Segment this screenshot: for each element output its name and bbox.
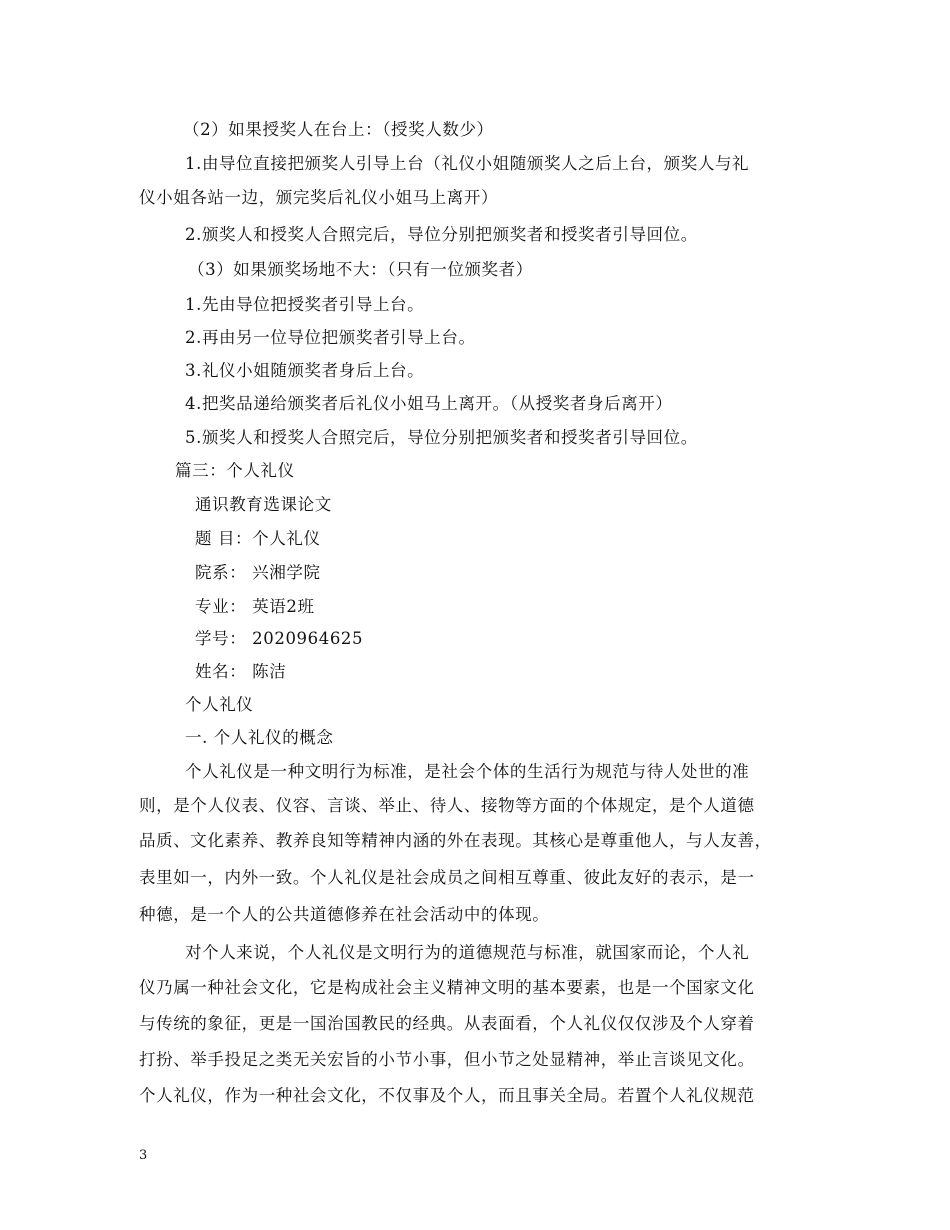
text-line: 对个人来说，个人礼仪是文明行为的道德规范与标准，就国家而论，个人礼 <box>185 943 750 962</box>
text-line: 打扮、举手投足之类无关宏旨的小节小事，但小节之处显精神，举止言谈见文化。 <box>139 1050 755 1069</box>
text-line: 通识教育选课论文 <box>195 495 332 514</box>
text-line: 4.把奖品递给颁奖者后礼仪小姐马上离开。（从授奖者身后离开） <box>185 394 673 413</box>
text-line: 1.由导位直接把颁奖人引导上台（礼仪小姐随颁奖人之后上台，颁奖人与礼 <box>185 154 750 173</box>
text-line: 个人礼仪，作为一种社会文化，不仅事及个人，而且事关全局。若置个人礼仪规范 <box>139 1086 755 1105</box>
text-line: 则，是个人仪表、仪容、言谈、举止、待人、接物等方面的个体规定，是个人道德 <box>139 796 755 815</box>
text-line: （3）如果颁奖场地不大：（只有一位颁奖者） <box>188 260 533 279</box>
essay-title: 个人礼仪 <box>185 695 254 714</box>
text-line: 仪乃属一种社会文化，它是构成社会主义精神文明的基本要素，也是一个国家文化 <box>139 978 755 997</box>
text-line: 仪小姐各站一边，颁完奖后礼仪小姐马上离开） <box>139 188 499 207</box>
text-line: （2）如果授奖人在台上：（授奖人数少） <box>183 120 494 139</box>
text-line: 个人礼仪是一种文明行为标准，是社会个体的生活行为规范与待人处世的准 <box>185 762 750 781</box>
text-line: 2.再由另一位导位把颁奖者引导上台。 <box>185 328 476 347</box>
text-line: 与传统的象征，更是一国治国教民的经典。从表面看，个人礼仪仅仅涉及个人穿着 <box>139 1014 755 1033</box>
text-line: 院系： 兴湘学院 <box>195 563 321 582</box>
text-line: 姓名： 陈洁 <box>195 662 287 681</box>
text-line: 1.先由导位把授奖者引导上台。 <box>185 295 425 314</box>
text-line: 表里如一，内外一致。个人礼仪是社会成员之间相互尊重、彼此友好的表示，是一 <box>139 868 755 887</box>
page-number: 3 <box>139 1148 148 1163</box>
text-line: 3.礼仪小姐随颁奖者身后上台。 <box>185 361 425 380</box>
text-line: 5.颁奖人和授奖人合照完后，导位分别把颁奖者和授奖者引导回位。 <box>185 428 698 447</box>
text-line: 题 目：个人礼仪 <box>195 529 321 548</box>
text-line: 专业： 英语2班 <box>195 597 315 616</box>
subsection-heading: 一. 个人礼仪的概念 <box>185 728 334 747</box>
text-line: 2.颁奖人和授奖人合照完后，导位分别把颁奖者和授奖者引导回位。 <box>185 225 698 244</box>
text-line: 学号： 2020964625 <box>195 629 364 648</box>
text-line: 种德，是一个人的公共道德修养在社会活动中的体现。 <box>139 905 550 924</box>
section-heading: 篇三：个人礼仪 <box>175 461 295 480</box>
text-line: 品质、文化素养、教养良知等精神内涵的外在表现。其核心是尊重他人，与人友善， <box>139 831 772 850</box>
